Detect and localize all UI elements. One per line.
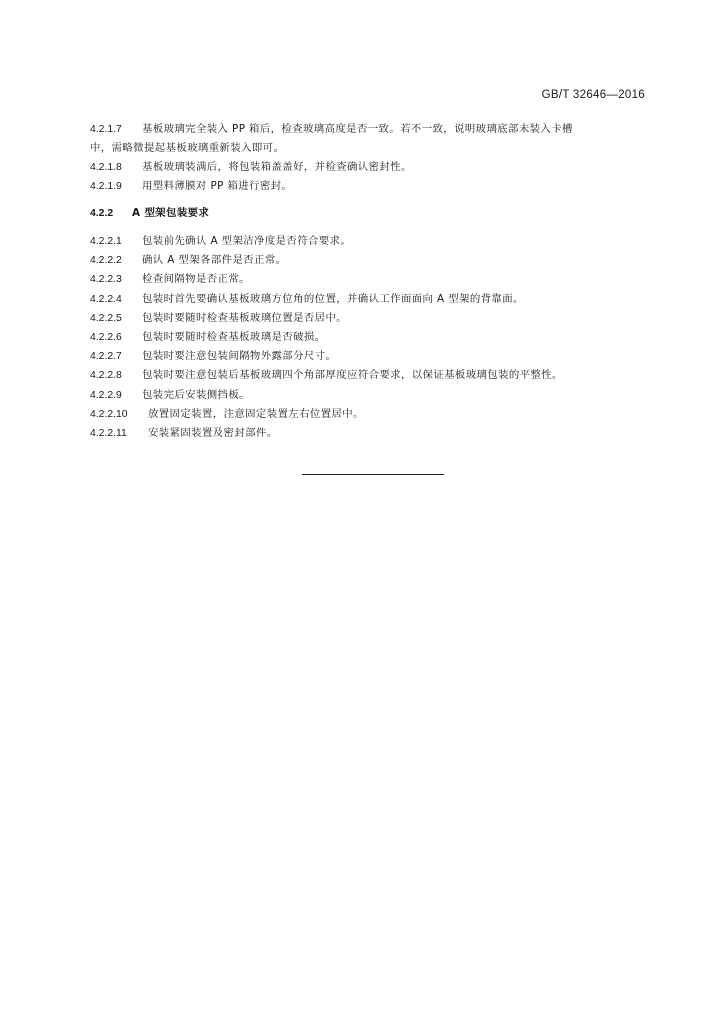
clause-4-2-2-6 (90, 328, 650, 347)
clause-number: 4.2.2.9 (90, 389, 122, 401)
clause-4-2-2-3 (90, 270, 650, 289)
clause-list-4-2-2 (90, 232, 650, 443)
clause-number: 4.2.2.5 (90, 312, 122, 324)
heading-number: 4.2.2 (90, 208, 114, 219)
clause-4-2-2-10 (90, 405, 650, 424)
clause-number: 4.2.1.8 (90, 162, 122, 173)
clause-number: 4.2.2.8 (90, 370, 122, 382)
clause-number: 4.2.2.7 (90, 351, 122, 363)
section-heading-4-2-2 (90, 204, 650, 223)
clause-number: 4.2.2.6 (90, 332, 122, 344)
clause-text: 放置固定装置，注意固定装置左右位置居中。 (148, 407, 364, 420)
clause-text: 包装时首先要确认基板玻璃方位角的位置，并确认工作面面向 A 型架的背靠面。 (142, 292, 524, 305)
clause-text: 包装时要注意包装后基板玻璃四个角部厚度应符合要求，以保证基板玻璃包装的平整性。 (142, 369, 563, 382)
clause-4-2-2-2 (90, 251, 650, 270)
clause-text: 包装前先确认 A 型架洁净度是否符合要求。 (142, 235, 352, 247)
clause-text: 检查间隔物是否正常。 (142, 273, 250, 286)
clause-4-2-2-7 (90, 347, 650, 366)
clause-number: 4.2.2.2 (90, 255, 122, 267)
clause-4-2-2-11 (90, 424, 650, 443)
clause-4-2-1-9 (90, 177, 650, 196)
clause-number: 4.2.2.11 (90, 428, 127, 440)
clause-text: 包装时要随时检查基板玻璃是否破损。 (142, 331, 326, 344)
clause-number: 4.2.2.10 (90, 408, 128, 420)
clause-4-2-1-7 (90, 120, 650, 139)
clause-text: 包装时要随时检查基板玻璃位置是否居中。 (142, 311, 348, 324)
clause-text-continuation: 中，需略微提起基板玻璃重新装入即可。 (90, 142, 285, 154)
clause-number: 4.2.2.3 (90, 274, 122, 286)
clause-4-2-1-7-continuation (90, 139, 650, 158)
clause-text: 基板玻璃装满后，将包装箱盖盖好，并检查确认密封性。 (142, 161, 412, 173)
clause-4-2-2-1 (90, 232, 650, 251)
clause-number: 4.2.1.9 (90, 181, 122, 192)
clause-text: 包装完后安装侧挡板。 (142, 388, 250, 401)
clause-number: 4.2.2.4 (90, 293, 122, 305)
clause-4-2-2-4 (90, 290, 650, 309)
clause-4-2-1-8 (90, 158, 650, 177)
heading-title: A 型架包装要求 (132, 207, 210, 219)
end-of-document-rule (302, 474, 444, 475)
clause-4-2-2-9 (90, 386, 650, 405)
document-body (90, 120, 650, 443)
clause-4-2-2-5 (90, 309, 650, 328)
clause-text: 包装时要注意包装间隔物外露部分尺寸。 (142, 350, 337, 363)
clause-text: 确认 A 型架各部件是否正常。 (142, 254, 287, 267)
clause-text: 安装紧固装置及密封部件。 (148, 427, 278, 440)
clause-text: 基板玻璃完全装入 PP 箱后，检查玻璃高度是否一致。若不一致，说明玻璃底部未装入卡槽 (142, 123, 573, 135)
clause-number: 4.2.2.1 (90, 236, 122, 247)
clause-text: 用塑料薄膜对 PP 箱进行密封。 (142, 180, 293, 192)
standard-code-header: GB/T 32646—2016 (541, 89, 645, 101)
clause-number: 4.2.1.7 (90, 124, 122, 135)
clause-4-2-2-8 (90, 366, 650, 385)
